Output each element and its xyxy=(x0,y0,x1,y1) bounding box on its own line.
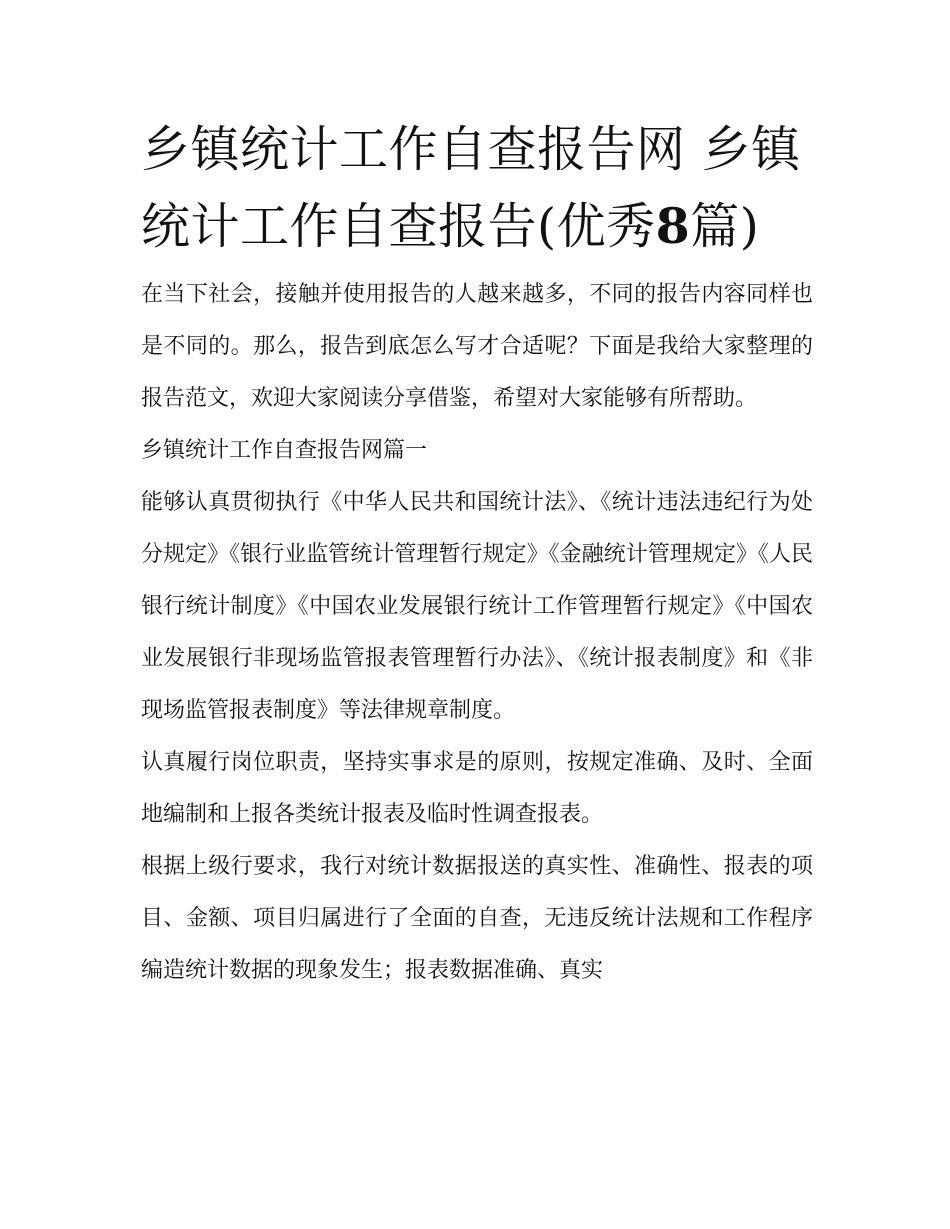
title-number: 8 xyxy=(655,197,691,255)
document-page xyxy=(141,112,813,997)
paragraph-self-check: 根据上级行要求，我行对统计数据报送的真实性、准确性、报表的项目、金额、项目归属进行了全面的自查，无违反统计法规和工作程序编造统计数据的现象发生；报表数据准确、真实 xyxy=(141,854,813,983)
paragraph-regulations: 能够认真贯彻执行《中华人民共和国统计法》、《统计违法违纪行为处分规定》《银行业监管统计管理暂行规定》《金融统计管理规定》《人民银行统计制度》《中国农业发展银行统计工作管理暂行规定》《中国农业发展银行非现场监管报表管理暂行办法》、《统计报表制度》和《非现场监管报表制度》等法律规章制度。 xyxy=(141,490,813,723)
section-heading-1: 乡镇统计工作自查报告网篇一 xyxy=(141,438,428,463)
paragraph-intro: 在当下社会，接触并使用报告的人越来越多，不同的报告内容同样也是不同的。那么，报告到底怎么写才合适呢？下面是我给大家整理的报告范文，欢迎大家阅读分享借鉴，希望对大家能够有所帮助。 xyxy=(141,282,813,411)
document-title: 乡镇统计工作自查报告网 乡镇统计工作自查报告(优秀8篇) xyxy=(141,121,801,255)
paragraph-duties: 认真履行岗位职责，坚持实事求是的原则，按规定准确、及时、全面地编制和上报各类统计报表及临时性调查报表。 xyxy=(141,750,813,827)
